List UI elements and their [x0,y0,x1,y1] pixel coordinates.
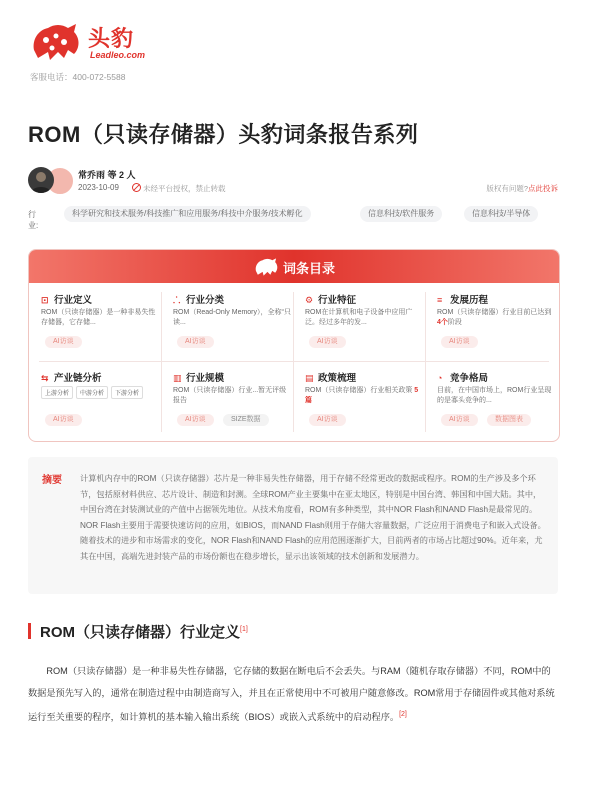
toc-item-title: 行业分类 [186,295,225,306]
ai-interview-pill[interactable]: AI访谈 [45,414,82,426]
stage-count: 4个 [437,319,448,326]
midstream-tag[interactable]: 中游分析 [76,386,108,399]
toc-header [29,250,559,283]
brand-name: 头豹 [88,26,135,51]
publish-date: 2023-10-09 [78,183,119,192]
toc-item-market-size[interactable] [173,370,299,442]
search-doc-icon: ⊡ [41,295,49,305]
ai-interview-pill[interactable]: AI访谈 [441,414,478,426]
section-body-text: ROM（只读存储器）是一种非易失性存储器，它存储的数据在断电后不会丢失。与RAM（随机存取存储器）不同，ROM中的数据是预先写入的，通常在制造过程中由制造商写入，并且在正常使用中不可被用户随意修改。ROM常用于存储固件或其他对系统运行至关重要的程序，如计算机的基本输入输出系统（BIOS）或嵌入式系统中的启动程序。 [28,666,555,723]
section-title-text: ROM（只读存储器）行业定义 [40,624,240,641]
data-chart-pill[interactable]: 数据图表 [487,414,531,426]
toc-title: 词条目录 [283,261,336,276]
toc-item-title: 行业规模 [186,373,225,384]
toc-item-industry-chain[interactable] [41,370,167,442]
brand-domain: Leadleo.com [90,50,146,60]
toc-item-desc [305,386,423,406]
section-body [28,660,558,728]
abstract-text: 计算机内存中的ROM（只读存储器）芯片是一种非易失性存储器，用于存储不经常更改的数据或程序。ROM的生产涉及多个环节，包括原材料供应、芯片设计、制造和封测。全球ROM产业主要集中在亚太地区，特别是中国台湾、韩国和中国大陆。其中，中国台湾在封装测试业的产值中占据领先地位。从技术角度看，ROM有多种类型，其中NOR Flash和NAND Flash是最常见的。NOR Flash主要用于需要快速访问的应用，如BIOS，而NAND Flash则用于存储大容量数据，广泛应用于消费电子和嵌入式设备。随着技术的进步和市场需求的变化，NOR Flash和NAND Flash的应用范围逐渐扩大，目前两者的市场占比超过90%。近年来，尤其在中国，高端先进封装产品的市场份额也在稳步增长，显示出该领域的技术创新和发展潜力。 [80,474,546,561]
reprint-notice-text: 未经平台授权，禁止转载 [143,184,226,193]
toc-item-title: 产业链分析 [54,373,102,384]
toc-item-desc [437,308,555,328]
section-marker [28,623,31,639]
leopard-logo-icon [253,256,279,278]
copyright-question: 版权有问题? [486,184,528,193]
size-data-pill[interactable]: SIZE数据 [223,414,269,426]
chain-tags [41,386,146,399]
toc-item-desc: ROM在计算机和电子设备中应用广泛。经过多年的发... [305,309,413,326]
toc-item-title: 政策梳理 [318,373,357,384]
industry-tag[interactable]: 信息科技/软件服务 [360,206,442,222]
industry-tag[interactable]: 科学研究和技术服务/科技推广和应用服务/科技中介服务/技术孵化 [64,206,311,222]
page-title: ROM（只读存储器）头豹词条报告系列 [28,122,419,147]
policy-icon: ▤ [305,373,314,383]
forbidden-icon [132,183,141,192]
author-name[interactable]: 常乔雨 等 2 人 [78,170,136,180]
report-link[interactable]: 点此投诉 [528,184,558,193]
ai-interview-pill[interactable]: AI访谈 [309,336,346,348]
reference-link[interactable]: [2] [399,711,407,718]
abstract-box [28,457,558,594]
toc-desc-text: 阶段 [447,319,462,326]
copyright-report [486,183,558,194]
toc-item-history[interactable] [437,292,560,364]
ai-interview-pill[interactable]: AI访谈 [177,336,214,348]
toc-item-competition[interactable] [437,370,560,442]
toc-item-desc: ROM（只读存储器）是一种非易失性存储器，它存储... [41,309,156,326]
abstract-label: 摘要 [42,475,62,486]
toc-item-desc: 目前，在中国市场上，ROM行业呈现的是寡头竞争的... [437,387,552,404]
chain-icon: ⇆ [41,373,49,383]
toc-item-definition[interactable] [41,292,167,364]
industry-tag[interactable]: 信息科技/半导体 [464,206,538,222]
toc-item-title: 竞争格局 [450,373,489,384]
brand-logo[interactable] [28,16,158,66]
toc-desc-text: ROM（只读存储器）行业相关政策 [305,387,415,394]
toc-panel [28,249,560,442]
toc-item-title: 发展历程 [450,295,489,306]
gear-icon: ⚙ [305,295,314,305]
downstream-tag[interactable]: 下游分析 [111,386,143,399]
section-title [40,621,248,642]
hierarchy-icon: ⸫ [173,295,181,305]
pie-chart-icon: ◔ [437,373,443,383]
author-avatar [28,167,54,193]
toc-item-desc: ROM（只读存储器）行业...暂无评级报告 [173,387,287,404]
toc-item-policy[interactable] [305,370,431,442]
ai-interview-pill[interactable]: AI访谈 [309,414,346,426]
industry-label: 行业: [28,210,39,230]
toc-item-classification[interactable] [173,292,299,364]
leopard-logo-icon [28,20,82,64]
reprint-notice [132,183,226,194]
toc-item-title: 行业定义 [54,295,93,306]
service-hotline: 客服电话：400-072-5588 [30,72,126,82]
person-icon [28,167,54,193]
toc-item-desc: ROM（Read-Only Memory），全称“只读... [173,309,291,326]
reference-link[interactable]: [1] [240,626,248,633]
toc-item-title: 行业特征 [318,295,357,306]
toc-item-features[interactable] [305,292,431,364]
ai-interview-pill[interactable]: AI访谈 [177,414,214,426]
bar-chart-icon: ▥ [173,373,182,383]
ai-interview-pill[interactable]: AI访谈 [441,336,478,348]
toc-desc-text: ROM（只读存储器）行业目前已达到 [437,309,552,316]
policy-count: 5篇 [305,387,419,404]
ai-interview-pill[interactable]: AI访谈 [45,336,82,348]
upstream-tag[interactable]: 上游分析 [41,386,73,399]
history-icon: ≡ [437,295,443,305]
